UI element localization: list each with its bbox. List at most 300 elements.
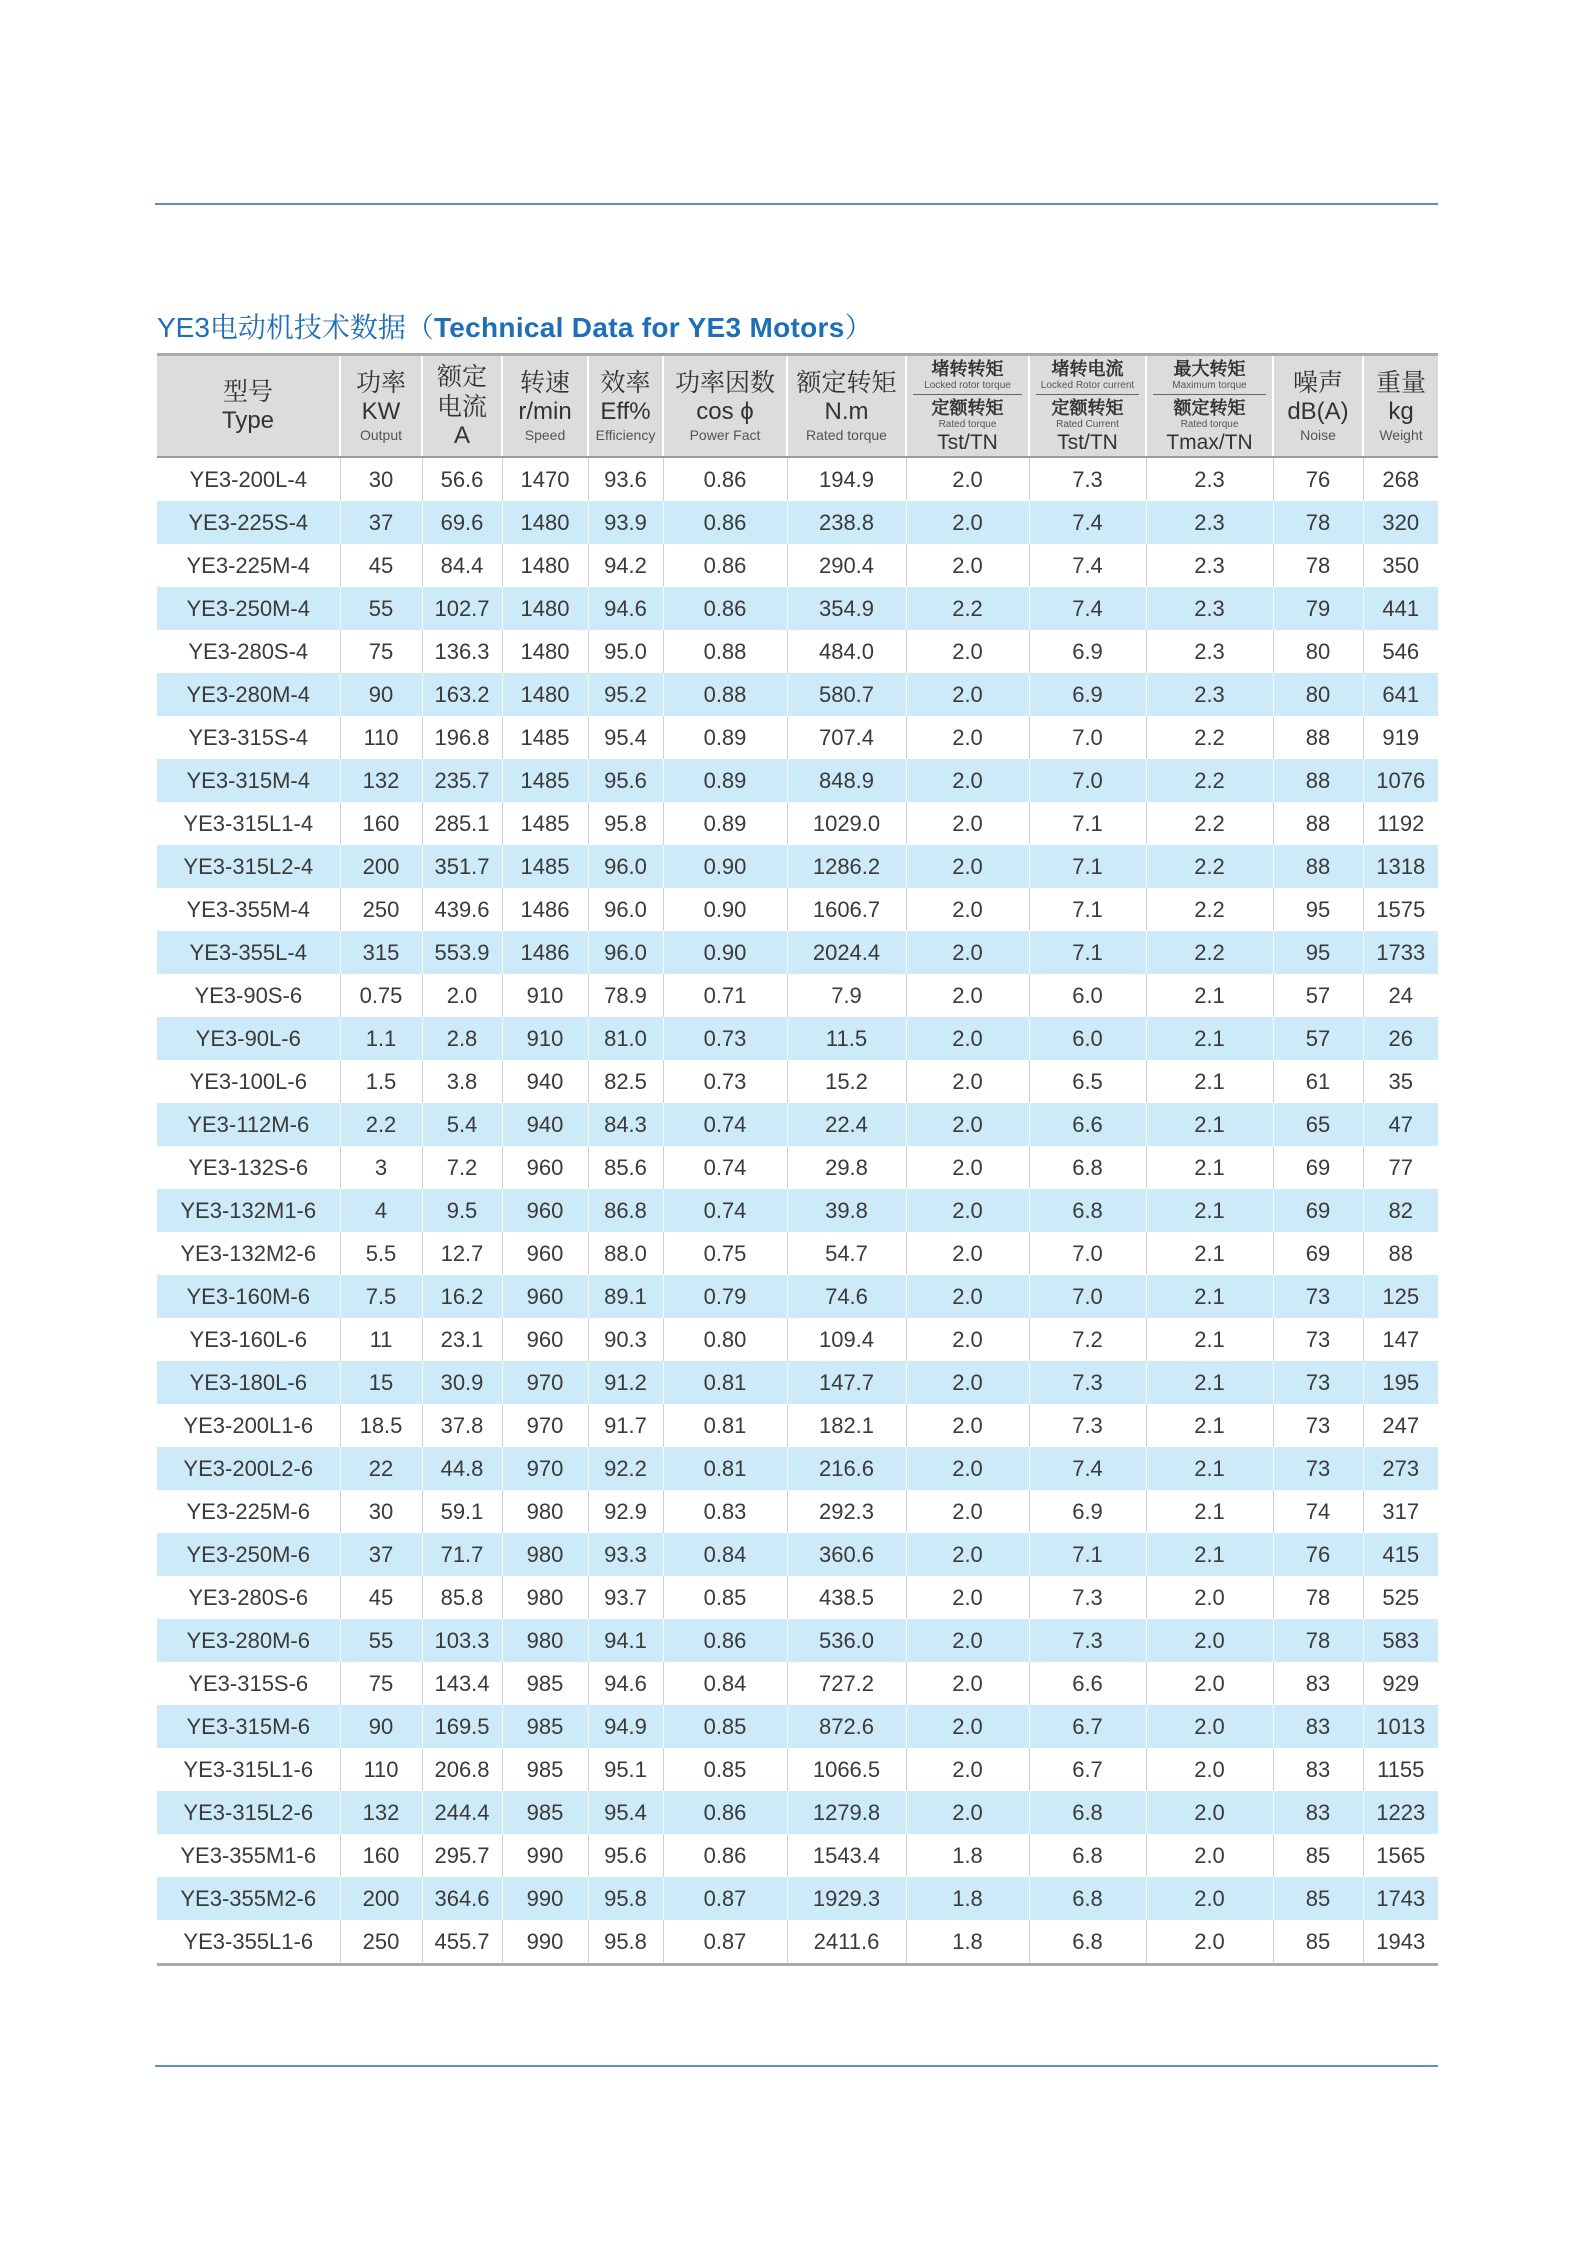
header-cn: 额定 [436,363,487,391]
cell-weight: 441 [1363,587,1438,630]
cell-speed: 985 [502,1705,588,1748]
cell-noise: 88 [1273,845,1363,888]
cell-type: YE3-315L1-4 [183,810,314,836]
table-row [157,1017,1438,1060]
header-cn: 功率 [355,369,406,397]
cell-noise: 80 [1273,630,1363,673]
cell-locked-torque-ratio: 2.0 [906,888,1029,931]
cell-locked-torque-ratio: 2.0 [906,759,1029,802]
cell-output: 15 [340,1361,422,1404]
cell-speed: 970 [502,1404,588,1447]
cell-speed: 1480 [502,587,588,630]
cell-weight: 1223 [1363,1791,1438,1834]
cell-power-factor: 0.86 [663,457,787,501]
cell-current: 244.4 [422,1791,502,1834]
cell-locked-torque-ratio: 2.0 [906,673,1029,716]
cell-output: 110 [340,716,422,759]
cell-speed: 1480 [502,501,588,544]
cell-rated-torque: 292.3 [787,1490,906,1533]
cell-efficiency: 90.3 [588,1318,663,1361]
cell-type: YE3-132M1-6 [157,1189,340,1232]
header-cn: 型号 [222,378,273,406]
cell-efficiency: 82.5 [588,1060,663,1103]
cell-type: YE3-280S-4 [188,638,309,664]
cell-noise: 69 [1273,1232,1363,1275]
cell-weight: 1743 [1363,1877,1438,1920]
cell-weight: 320 [1363,501,1438,544]
header-cn: 额定转矩 [796,369,897,397]
cell-locked-current-ratio: 6.8 [1029,1189,1146,1232]
cell-rated-torque: 707.4 [787,716,906,759]
cell-noise: 78 [1273,1619,1363,1662]
cell-output: 30 [340,1490,422,1533]
cell-locked-current-ratio: 6.7 [1029,1748,1146,1791]
cell-noise: 69 [1273,1146,1363,1189]
cell-current: 84.4 [422,544,502,587]
table-row [157,1103,1438,1146]
cell-output: 1.5 [340,1060,422,1103]
cell-current: 455.7 [422,1920,502,1965]
cell-locked-torque-ratio: 2.0 [906,716,1029,759]
cell-rated-torque: 290.4 [787,544,906,587]
table-row [157,888,1438,931]
cell-rated-torque: 74.6 [787,1275,906,1318]
table-row [157,1232,1438,1275]
table-row [157,759,1438,802]
cell-type: YE3-200L2-6 [157,1447,340,1490]
cell-max-torque-ratio: 2.1 [1146,1103,1273,1146]
cell-noise: 80 [1273,673,1363,716]
cell-noise: 95 [1273,888,1363,931]
cell-weight: 317 [1363,1490,1438,1533]
cell-current: 12.7 [422,1232,502,1275]
fraction-line [913,394,1022,395]
cell-rated-torque: 54.7 [787,1232,906,1275]
cell-max-torque-ratio: 2.2 [1146,716,1273,759]
cell-weight: 24 [1363,974,1438,1017]
cell-speed: 1480 [502,544,588,587]
cell-speed: 1470 [502,457,588,501]
cell-max-torque-ratio: 2.0 [1146,1920,1273,1965]
header-cn: 噪声 [1292,369,1343,397]
cell-type: YE3-132M2-6 [180,1240,317,1266]
cell-power-factor: 0.90 [663,931,787,974]
cell-rated-torque: 147.7 [787,1361,906,1404]
cell-type: YE3-225M-4 [186,552,310,578]
page-title [157,306,873,346]
header-cn: 最大转矩 [1173,358,1246,379]
table-row [157,1920,1438,1965]
cell-weight: 1192 [1363,802,1438,845]
cell-max-torque-ratio: 2.1 [1146,1017,1273,1060]
cell-efficiency: 89.1 [588,1275,663,1318]
cell-efficiency: 95.2 [588,673,663,716]
cell-locked-current-ratio: 6.0 [1029,1017,1146,1060]
cell-locked-current-ratio: 6.8 [1029,1834,1146,1877]
cell-type: YE3-315S-6 [188,1670,309,1696]
cell-weight: 641 [1363,673,1438,716]
cell-speed: 940 [502,1103,588,1146]
table-row [157,1060,1438,1103]
cell-locked-current-ratio: 7.0 [1029,716,1146,759]
cell-weight: 125 [1363,1275,1438,1318]
cell-max-torque-ratio: 2.1 [1146,974,1273,1017]
cell-locked-current-ratio: 6.6 [1029,1103,1146,1146]
cell-efficiency: 84.3 [588,1103,663,1146]
cell-output: 250 [340,888,422,931]
cell-locked-current-ratio: 6.8 [1029,1877,1146,1920]
cell-noise: 57 [1273,1017,1363,1060]
cell-locked-current-ratio: 7.0 [1029,759,1146,802]
cell-max-torque-ratio: 2.1 [1146,1490,1273,1533]
cell-current: 196.8 [422,716,502,759]
cell-current: 364.6 [422,1877,502,1920]
cell-type: YE3-315S-4 [188,724,309,750]
cell-power-factor: 0.87 [663,1920,787,1965]
cell-efficiency: 85.6 [588,1146,663,1189]
cell-efficiency: 95.4 [588,1791,663,1834]
cell-locked-torque-ratio: 2.0 [906,1017,1029,1060]
header-cn: 重量 [1375,369,1426,397]
cell-locked-torque-ratio: 1.8 [906,1834,1029,1877]
header-cn-2: 定额转矩 [931,397,1004,418]
cell-output: 132 [340,759,422,802]
table-row [157,802,1438,845]
header-cn-2: 电流 [436,393,487,421]
cell-weight: 919 [1363,716,1438,759]
cell-max-torque-ratio: 2.1 [1146,1232,1273,1275]
cell-rated-torque: 848.9 [787,759,906,802]
cell-type: YE3-160M-6 [157,1275,340,1318]
header-efficiency [588,355,663,458]
cell-locked-current-ratio: 7.3 [1029,1619,1146,1662]
cell-rated-torque: 1286.2 [787,845,906,888]
cell-efficiency: 78.9 [588,974,663,1017]
cell-locked-torque-ratio: 2.0 [906,1275,1029,1318]
cell-max-torque-ratio: 2.3 [1146,673,1273,716]
cell-weight: 1733 [1363,931,1438,974]
cell-power-factor: 0.73 [663,1017,787,1060]
table-row [157,457,1438,501]
cell-type: YE3-200L1-6 [183,1412,314,1438]
cell-locked-torque-ratio: 2.0 [906,1189,1029,1232]
table-row [157,544,1438,587]
cell-current: 2.0 [422,974,502,1017]
cell-rated-torque: 15.2 [787,1060,906,1103]
cell-locked-torque-ratio: 1.8 [906,1877,1029,1920]
cell-power-factor: 0.79 [663,1275,787,1318]
cell-efficiency: 81.0 [588,1017,663,1060]
cell-noise: 73 [1273,1318,1363,1361]
cell-output: 250 [340,1920,422,1965]
bottom-divider [155,2065,1438,2067]
cell-efficiency: 96.0 [588,888,663,931]
table-row [157,1877,1438,1920]
cell-power-factor: 0.85 [663,1705,787,1748]
table-row [157,1490,1438,1533]
cell-efficiency: 94.1 [588,1619,663,1662]
cell-power-factor: 0.86 [663,1791,787,1834]
cell-weight: 82 [1363,1189,1438,1232]
cell-efficiency: 88.0 [588,1232,663,1275]
cell-speed: 990 [502,1920,588,1965]
cell-locked-current-ratio: 7.4 [1029,1447,1146,1490]
cell-type: YE3-355M1-6 [180,1842,317,1868]
cell-current: 2.8 [422,1017,502,1060]
cell-weight: 1565 [1363,1834,1438,1877]
table-row [157,630,1438,673]
cell-rated-torque: 194.9 [787,457,906,501]
header-unit: cos ϕ [696,398,754,425]
cell-locked-torque-ratio: 2.0 [906,1662,1029,1705]
header-locked-rotor-current [1029,355,1146,458]
cell-noise: 76 [1273,1533,1363,1576]
header-cn-2: 额定转矩 [1173,397,1246,418]
header-en: Locked rotor torque [924,379,1011,391]
cell-power-factor: 0.90 [663,845,787,888]
cell-output: 0.75 [340,974,422,1017]
cell-current: 295.7 [422,1834,502,1877]
cell-locked-torque-ratio: 2.0 [906,931,1029,974]
cell-output: 30 [340,457,422,501]
cell-noise: 79 [1273,587,1363,630]
fraction-line [1153,394,1266,395]
cell-weight: 525 [1363,1576,1438,1619]
cell-output: 55 [340,1619,422,1662]
header-rated-torque [787,355,906,458]
cell-output: 90 [340,1705,422,1748]
table-row [157,1619,1438,1662]
cell-efficiency: 95.8 [588,802,663,845]
cell-current: 143.4 [422,1662,502,1705]
cell-type: YE3-112M-6 [157,1103,340,1146]
cell-locked-torque-ratio: 2.0 [906,845,1029,888]
cell-rated-torque: 39.8 [787,1189,906,1232]
fraction-line [1036,394,1139,395]
cell-locked-current-ratio: 7.1 [1029,888,1146,931]
cell-current: 169.5 [422,1705,502,1748]
cell-current: 439.6 [422,888,502,931]
cell-locked-current-ratio: 7.3 [1029,457,1146,501]
cell-noise: 85 [1273,1834,1363,1877]
cell-speed: 960 [502,1146,588,1189]
cell-current: 59.1 [422,1490,502,1533]
table-body [157,457,1438,1965]
cell-noise: 78 [1273,501,1363,544]
cell-speed: 1485 [502,759,588,802]
cell-output: 7.5 [340,1275,422,1318]
table-row [157,673,1438,716]
cell-max-torque-ratio: 2.2 [1146,888,1273,931]
cell-type: YE3-355L-4 [157,931,340,974]
cell-noise: 69 [1273,1189,1363,1232]
cell-locked-torque-ratio: 2.0 [906,802,1029,845]
cell-efficiency: 86.8 [588,1189,663,1232]
cell-output: 160 [340,802,422,845]
cell-efficiency: 95.8 [588,1877,663,1920]
cell-locked-current-ratio: 6.0 [1029,974,1146,1017]
cell-locked-torque-ratio: 2.0 [906,1490,1029,1533]
cell-efficiency: 95.8 [588,1920,663,1965]
cell-efficiency: 95.0 [588,630,663,673]
header-unit: N.m [824,398,869,425]
cell-max-torque-ratio: 2.1 [1146,1275,1273,1318]
cell-noise: 88 [1273,759,1363,802]
cell-noise: 83 [1273,1705,1363,1748]
cell-locked-current-ratio: 6.8 [1029,1791,1146,1834]
header-cn: 效率 [600,369,651,397]
cell-type: YE3-180L-6 [157,1361,340,1404]
cell-rated-torque: 22.4 [787,1103,906,1146]
cell-noise: 95 [1273,931,1363,974]
cell-noise: 76 [1273,457,1363,501]
cell-output: 110 [340,1748,422,1791]
cell-locked-torque-ratio: 2.0 [906,1791,1029,1834]
cell-output: 1.1 [340,1017,422,1060]
cell-speed: 980 [502,1533,588,1576]
cell-output: 55 [340,587,422,630]
table-row [157,1361,1438,1404]
cell-current: 206.8 [422,1748,502,1791]
cell-noise: 88 [1273,802,1363,845]
cell-locked-current-ratio: 7.4 [1029,544,1146,587]
cell-rated-torque: 872.6 [787,1705,906,1748]
cell-noise: 78 [1273,1576,1363,1619]
table-row [157,501,1438,544]
cell-rated-torque: 216.6 [787,1447,906,1490]
table-row [157,845,1438,888]
cell-noise: 85 [1273,1920,1363,1965]
cell-weight: 273 [1363,1447,1438,1490]
cell-noise: 85 [1273,1877,1363,1920]
cell-locked-current-ratio: 6.9 [1029,630,1146,673]
cell-efficiency: 94.6 [588,1662,663,1705]
header-unit: Tmax/TN [1166,430,1253,454]
cell-type: YE3-315L2-4 [157,845,340,888]
header-cn: 堵转转矩 [931,358,1004,379]
header-unit: A [453,422,470,449]
cell-power-factor: 0.81 [663,1361,787,1404]
cell-locked-current-ratio: 7.4 [1029,501,1146,544]
cell-power-factor: 0.81 [663,1404,787,1447]
cell-locked-torque-ratio: 2.0 [906,544,1029,587]
cell-power-factor: 0.88 [663,630,787,673]
header-locked-rotor-torque [906,355,1029,458]
header-en: Noise [1300,427,1336,443]
cell-current: 351.7 [422,845,502,888]
cell-type: YE3-280S-6 [188,1584,309,1610]
cell-locked-torque-ratio: 2.0 [906,1361,1029,1404]
cell-max-torque-ratio: 2.2 [1146,802,1273,845]
cell-output: 18.5 [340,1404,422,1447]
cell-noise: 73 [1273,1447,1363,1490]
table-row [157,1662,1438,1705]
cell-rated-torque: 238.8 [787,501,906,544]
cell-locked-torque-ratio: 2.0 [906,1533,1029,1576]
table-row [157,716,1438,759]
cell-power-factor: 0.86 [663,1834,787,1877]
cell-locked-torque-ratio: 2.0 [906,1060,1029,1103]
cell-noise: 83 [1273,1748,1363,1791]
header-unit: Tst/TN [937,430,998,454]
table-row [157,1189,1438,1232]
cell-power-factor: 0.84 [663,1662,787,1705]
cell-locked-torque-ratio: 2.0 [906,1447,1029,1490]
header-cn-2: 定额转矩 [1051,397,1124,418]
cell-current: 16.2 [422,1275,502,1318]
cell-locked-current-ratio: 7.0 [1029,1232,1146,1275]
cell-rated-torque: 29.8 [787,1146,906,1189]
cell-current: 3.8 [422,1060,502,1103]
cell-speed: 990 [502,1834,588,1877]
cell-rated-torque: 580.7 [787,673,906,716]
header-unit: Eff% [600,398,651,425]
header-unit: kg [1388,398,1414,425]
cell-locked-torque-ratio: 2.0 [906,1232,1029,1275]
cell-efficiency: 91.7 [588,1404,663,1447]
cell-locked-torque-ratio: 2.0 [906,630,1029,673]
header-en-2: Rated torque [938,418,997,430]
cell-efficiency: 94.9 [588,1705,663,1748]
cell-current: 23.1 [422,1318,502,1361]
table-row [157,1447,1438,1490]
header-speed [502,355,588,458]
cell-max-torque-ratio: 2.0 [1146,1834,1273,1877]
cell-current: 7.2 [422,1146,502,1189]
cell-speed: 1485 [502,802,588,845]
cell-efficiency: 94.6 [588,587,663,630]
cell-speed: 1486 [502,931,588,974]
cell-efficiency: 95.1 [588,1748,663,1791]
cell-efficiency: 91.2 [588,1361,663,1404]
title-close: ） [844,312,873,343]
cell-max-torque-ratio: 2.0 [1146,1619,1273,1662]
cell-type: YE3-355M-4 [186,896,310,922]
cell-noise: 61 [1273,1060,1363,1103]
header-en-2: Rated Current [1056,418,1119,430]
cell-power-factor: 0.75 [663,1232,787,1275]
cell-speed: 960 [502,1232,588,1275]
cell-output: 5.5 [340,1232,422,1275]
cell-noise: 65 [1273,1103,1363,1146]
cell-max-torque-ratio: 2.0 [1146,1877,1273,1920]
cell-weight: 1575 [1363,888,1438,931]
cell-output: 200 [340,845,422,888]
cell-type: YE3-315M-4 [157,759,340,802]
cell-max-torque-ratio: 2.1 [1146,1189,1273,1232]
cell-locked-torque-ratio: 1.8 [906,1920,1029,1965]
cell-weight: 350 [1363,544,1438,587]
cell-efficiency: 92.9 [588,1490,663,1533]
cell-locked-current-ratio: 7.0 [1029,1275,1146,1318]
cell-rated-torque: 360.6 [787,1533,906,1576]
cell-max-torque-ratio: 2.1 [1146,1060,1273,1103]
cell-efficiency: 93.6 [588,457,663,501]
cell-power-factor: 0.88 [663,673,787,716]
cell-weight: 415 [1363,1533,1438,1576]
header-unit: Tst/TN [1057,430,1118,454]
cell-output: 75 [340,1662,422,1705]
cell-max-torque-ratio: 2.1 [1146,1361,1273,1404]
cell-efficiency: 94.2 [588,544,663,587]
cell-rated-torque: 484.0 [787,630,906,673]
cell-power-factor: 0.84 [663,1533,787,1576]
cell-rated-torque: 1929.3 [787,1877,906,1920]
header-type [157,355,340,458]
cell-noise: 57 [1273,974,1363,1017]
cell-weight: 247 [1363,1404,1438,1447]
cell-speed: 1480 [502,673,588,716]
